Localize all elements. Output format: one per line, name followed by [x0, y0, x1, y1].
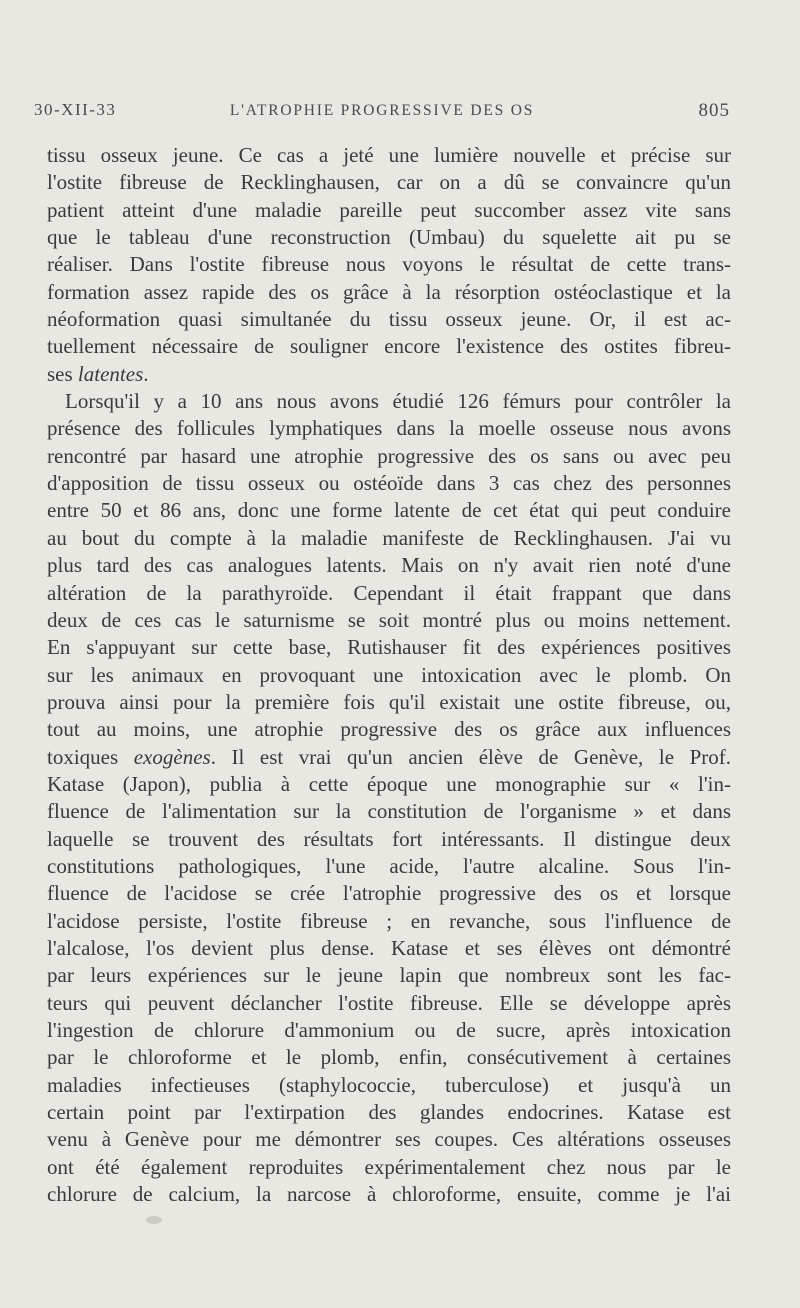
text-run: par leurs expériences sur le jeune lapin que nombreux sont les fac-: [47, 963, 731, 988]
text-run: fluence de l'alimentation sur la constitution de l'organisme » et dans: [47, 799, 731, 824]
header-title: L'ATROPHIE PROGRESSIVE DES OS: [229, 102, 535, 119]
text-line: [47, 744, 731, 771]
text-line: [47, 443, 731, 470]
ink-smudge: [146, 1216, 162, 1224]
text-line: [47, 935, 731, 962]
text-run: constitutions pathologiques, l'une acide, l'autre alcaline. Sous l'in-: [47, 853, 731, 878]
text-line: [47, 826, 731, 853]
text-line: [47, 580, 731, 607]
text-line: [47, 880, 731, 907]
text-run: toxiques: [47, 744, 134, 769]
text-line: [47, 662, 731, 689]
text-line: [47, 716, 731, 743]
running-head: [34, 100, 730, 124]
text-run: présence des follicules lymphatiques dans la moelle osseuse nous avons: [47, 416, 731, 441]
text-run: teurs qui peuvent déclancher l'ostite fibreuse. Elle se développe après: [47, 990, 731, 1015]
text-run: plus tard des cas analogues latents. Mais on n'y avait rien noté d'une: [47, 553, 731, 578]
text-run: deux de ces cas le saturnisme se soit montré plus ou moins nettement.: [47, 607, 731, 632]
text-run: tuellement nécessaire de souligner encore l'existence des ostites fibreu-: [47, 334, 731, 359]
text-run: l'alcalose, l'os devient plus dense. Katase et ses élèves ont démontré: [47, 935, 731, 960]
text-line: [47, 908, 731, 935]
text-run: tissu osseux jeune. Ce cas a jeté une lumière nouvelle et précise sur: [47, 143, 731, 167]
text-run: au bout du compte à la maladie manifeste de Recklinghausen. J'ai vu: [47, 525, 731, 550]
text-run: entre 50 et 86 ans, donc une forme latente de cet état qui peut conduire: [47, 498, 731, 523]
text-line: [47, 771, 731, 798]
text-run: laquelle se trouvent des résultats fort intéressants. Il distingue deux: [47, 826, 731, 851]
text-line: [47, 388, 731, 415]
text-line: [47, 197, 731, 224]
text-run: réaliser. Dans l'ostite fibreuse nous voyons le résultat de cette trans-: [47, 252, 731, 277]
text-line: [47, 142, 731, 169]
text-run: l'ingestion de chlorure d'ammonium ou de sucre, après intoxication: [47, 1018, 731, 1042]
text-line: [47, 634, 731, 661]
text-line: [47, 1072, 731, 1099]
text-run: chlorure de calcium, la narcose à chloroforme, ensuite, comme je l'ai: [47, 1182, 731, 1207]
text-line: [47, 962, 731, 989]
text-line: [47, 1126, 731, 1153]
text-run: ses: [47, 361, 78, 386]
text-line: [47, 990, 731, 1017]
text-run: certain point par l'extirpation des glandes endocrines. Katase est: [47, 1100, 731, 1125]
body-text: [47, 142, 731, 1208]
text-run: prouva ainsi pour la première fois qu'il existait une ostite fibreuse, ou,: [47, 689, 731, 714]
text-line: [47, 333, 731, 360]
text-line: [47, 497, 731, 524]
text-run: maladies infectieuses (staphylococcie, tuberculose) et jusqu'à un: [47, 1072, 731, 1097]
text-line: [47, 607, 731, 634]
text-line: [47, 1181, 731, 1208]
italic-term: exogènes: [133, 744, 211, 769]
text-run: patient atteint d'une maladie pareille peut succomber assez vite sans: [47, 197, 731, 222]
text-run: altération de la parathyroïde. Cependant il était frappant que dans: [47, 580, 731, 605]
text-run: rencontré par hasard une atrophie progressive des os sans ou avec peu: [47, 443, 731, 468]
text-run: l'ostite fibreuse de Recklinghausen, car on a dû se convaincre qu'un: [47, 170, 731, 195]
text-line: [47, 306, 731, 333]
text-run: Katase (Japon), publia à cette époque une monographie sur « l'in-: [47, 771, 731, 796]
text-run: En s'appuyant sur cette base, Rutishauser fit des expériences positives: [47, 635, 731, 660]
text-run: par le chloroforme et le plomb, enfin, consécutivement à certaines: [47, 1045, 731, 1070]
text-run: tout au moins, une atrophie progressive des os grâce aux influences: [47, 717, 731, 742]
text-line: [47, 689, 731, 716]
text-run: sur les animaux en provoquant une intoxication avec le plomb. On: [47, 662, 731, 687]
text-run: formation assez rapide des os grâce à la résorption ostéoclastique et la: [47, 279, 731, 304]
text-run: l'acidose persiste, l'ostite fibreuse ; en revanche, sous l'influence de: [47, 908, 731, 933]
text-line: [47, 525, 731, 552]
text-run: Lorsqu'il y a 10 ans nous avons étudié 126 fémurs pour contrôler la: [65, 389, 731, 414]
text-run: .: [143, 361, 149, 386]
text-line: [47, 1017, 731, 1044]
text-line: [47, 169, 731, 196]
text-line: [47, 1044, 731, 1071]
text-line: [47, 251, 731, 278]
text-line: [47, 470, 731, 497]
text-line: [47, 415, 731, 442]
text-line: [47, 552, 731, 579]
text-line: [47, 1154, 731, 1181]
text-run: fluence de l'acidose se crée l'atrophie progressive des os et lorsque: [47, 881, 731, 906]
text-line: [47, 279, 731, 306]
header-date: 30-XII-33: [34, 100, 117, 119]
text-line: [47, 798, 731, 825]
text-line: [47, 224, 731, 251]
text-run: néoformation quasi simultanée du tissu osseux jeune. Or, il est ac-: [47, 307, 731, 332]
text-line: [47, 853, 731, 880]
italic-term: latentes: [77, 361, 144, 386]
page-number: 805: [698, 100, 730, 121]
text-run: ont été également reproduites expérimentalement chez nous par le: [47, 1154, 731, 1179]
text-line: [47, 361, 731, 388]
text-line: [47, 1099, 731, 1126]
text-run: venu à Genève pour me démontrer ses coupes. Ces altérations osseuses: [47, 1127, 731, 1152]
text-run: d'apposition de tissu osseux ou ostéoïde dans 3 cas chez des personnes: [47, 471, 731, 496]
text-run: que le tableau d'une reconstruction (Umbau) du squelette ait pu se: [47, 225, 731, 250]
text-run: . Il est vrai qu'un ancien élève de Genève, le Prof.: [210, 744, 732, 769]
